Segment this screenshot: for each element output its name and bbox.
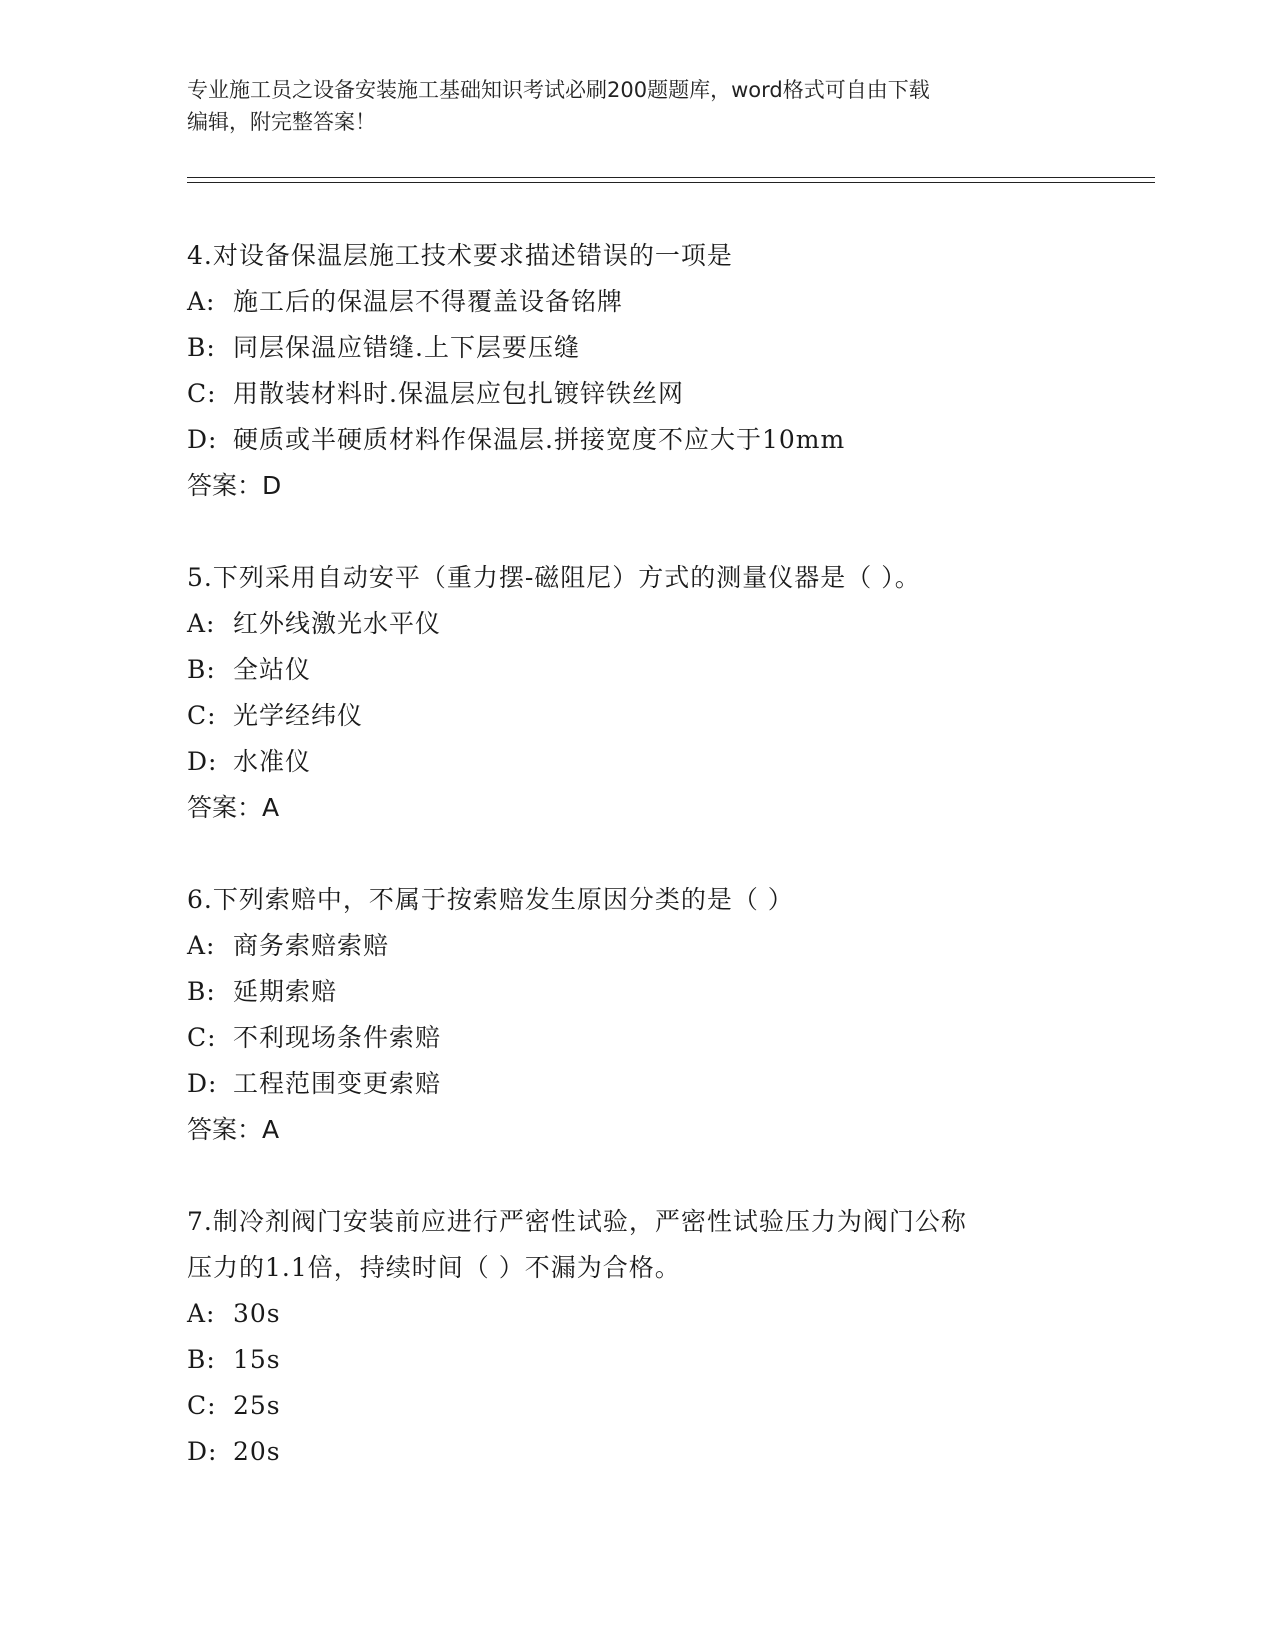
option-text: 工程范围变更索赔 bbox=[233, 1069, 442, 1098]
option-text: 硬质或半硬质材料作保温层.拼接宽度不应大于10mm bbox=[233, 425, 846, 454]
option-letter: B: bbox=[187, 333, 216, 362]
question-5 bbox=[187, 555, 1087, 831]
option-text: 红外线激光水平仪 bbox=[233, 609, 442, 638]
question-stem: 4.对设备保温层施工技术要求描述错误的一项是 bbox=[187, 241, 733, 270]
option-text: 光学经纬仪 bbox=[233, 701, 364, 730]
option-letter: D: bbox=[187, 1069, 218, 1098]
question-6 bbox=[187, 877, 1087, 1153]
option-d[interactable] bbox=[187, 1429, 1087, 1475]
option-text: 全站仪 bbox=[233, 655, 312, 684]
question-stem: 6.下列索赔中，不属于按索赔发生原因分类的是（ ） bbox=[187, 885, 794, 914]
option-d[interactable] bbox=[187, 1061, 1087, 1107]
answer-line: 答案：A bbox=[187, 793, 280, 822]
option-letter: C: bbox=[187, 1023, 217, 1052]
question-4 bbox=[187, 233, 1087, 509]
option-b[interactable] bbox=[187, 969, 1087, 1015]
page-header bbox=[187, 74, 1087, 138]
option-text: 商务索赔索赔 bbox=[233, 931, 390, 960]
question-stem-line-1: 7.制冷剂阀门安装前应进行严密性试验，严密性试验压力为阀门公称 bbox=[187, 1207, 967, 1236]
option-letter: D: bbox=[187, 747, 218, 776]
option-letter: C: bbox=[187, 379, 217, 408]
option-letter: A: bbox=[187, 287, 216, 316]
question-stem: 5.下列采用自动安平（重力摆-磁阻尼）方式的测量仪器是（ ）。 bbox=[187, 563, 921, 592]
option-c[interactable] bbox=[187, 371, 1087, 417]
option-letter: A: bbox=[187, 931, 216, 960]
option-text: 25s bbox=[233, 1391, 281, 1420]
option-text: 施工后的保温层不得覆盖设备铭牌 bbox=[233, 287, 624, 316]
header-divider-top bbox=[187, 177, 1155, 178]
option-letter: C: bbox=[187, 701, 217, 730]
question-7 bbox=[187, 1199, 1087, 1475]
option-text: 30s bbox=[233, 1299, 281, 1328]
option-letter: D: bbox=[187, 425, 218, 454]
option-letter: A: bbox=[187, 609, 216, 638]
option-letter: C: bbox=[187, 1391, 217, 1420]
option-text: 延期索赔 bbox=[233, 977, 338, 1006]
option-b[interactable] bbox=[187, 647, 1087, 693]
option-d[interactable] bbox=[187, 739, 1087, 785]
option-a[interactable] bbox=[187, 279, 1087, 325]
header-line-1: 专业施工员之设备安装施工基础知识考试必刷200题题库，word格式可自由下载 bbox=[187, 78, 930, 102]
option-c[interactable] bbox=[187, 1383, 1087, 1429]
option-c[interactable] bbox=[187, 1015, 1087, 1061]
option-text: 水准仪 bbox=[233, 747, 312, 776]
option-letter: A: bbox=[187, 1299, 216, 1328]
option-a[interactable] bbox=[187, 601, 1087, 647]
option-b[interactable] bbox=[187, 1337, 1087, 1383]
option-text: 15s bbox=[233, 1345, 281, 1374]
option-text: 同层保温应错缝.上下层要压缝 bbox=[233, 333, 580, 362]
option-a[interactable] bbox=[187, 1291, 1087, 1337]
option-letter: B: bbox=[187, 1345, 216, 1374]
option-letter: B: bbox=[187, 977, 216, 1006]
header-line-2: 编辑，附完整答案！ bbox=[187, 110, 376, 134]
answer-line: 答案：A bbox=[187, 1115, 280, 1144]
header-divider-bottom bbox=[187, 182, 1155, 183]
question-stem-line-2: 压力的1.1倍，持续时间（ ）不漏为合格。 bbox=[187, 1253, 681, 1282]
option-b[interactable] bbox=[187, 325, 1087, 371]
option-a[interactable] bbox=[187, 923, 1087, 969]
option-letter: B: bbox=[187, 655, 216, 684]
option-text: 20s bbox=[233, 1437, 281, 1466]
answer-line: 答案：D bbox=[187, 471, 282, 500]
option-c[interactable] bbox=[187, 693, 1087, 739]
option-text: 用散装材料时.保温层应包扎镀锌铁丝网 bbox=[233, 379, 684, 408]
option-letter: D: bbox=[187, 1437, 218, 1466]
option-d[interactable] bbox=[187, 417, 1087, 463]
option-text: 不利现场条件索赔 bbox=[233, 1023, 442, 1052]
